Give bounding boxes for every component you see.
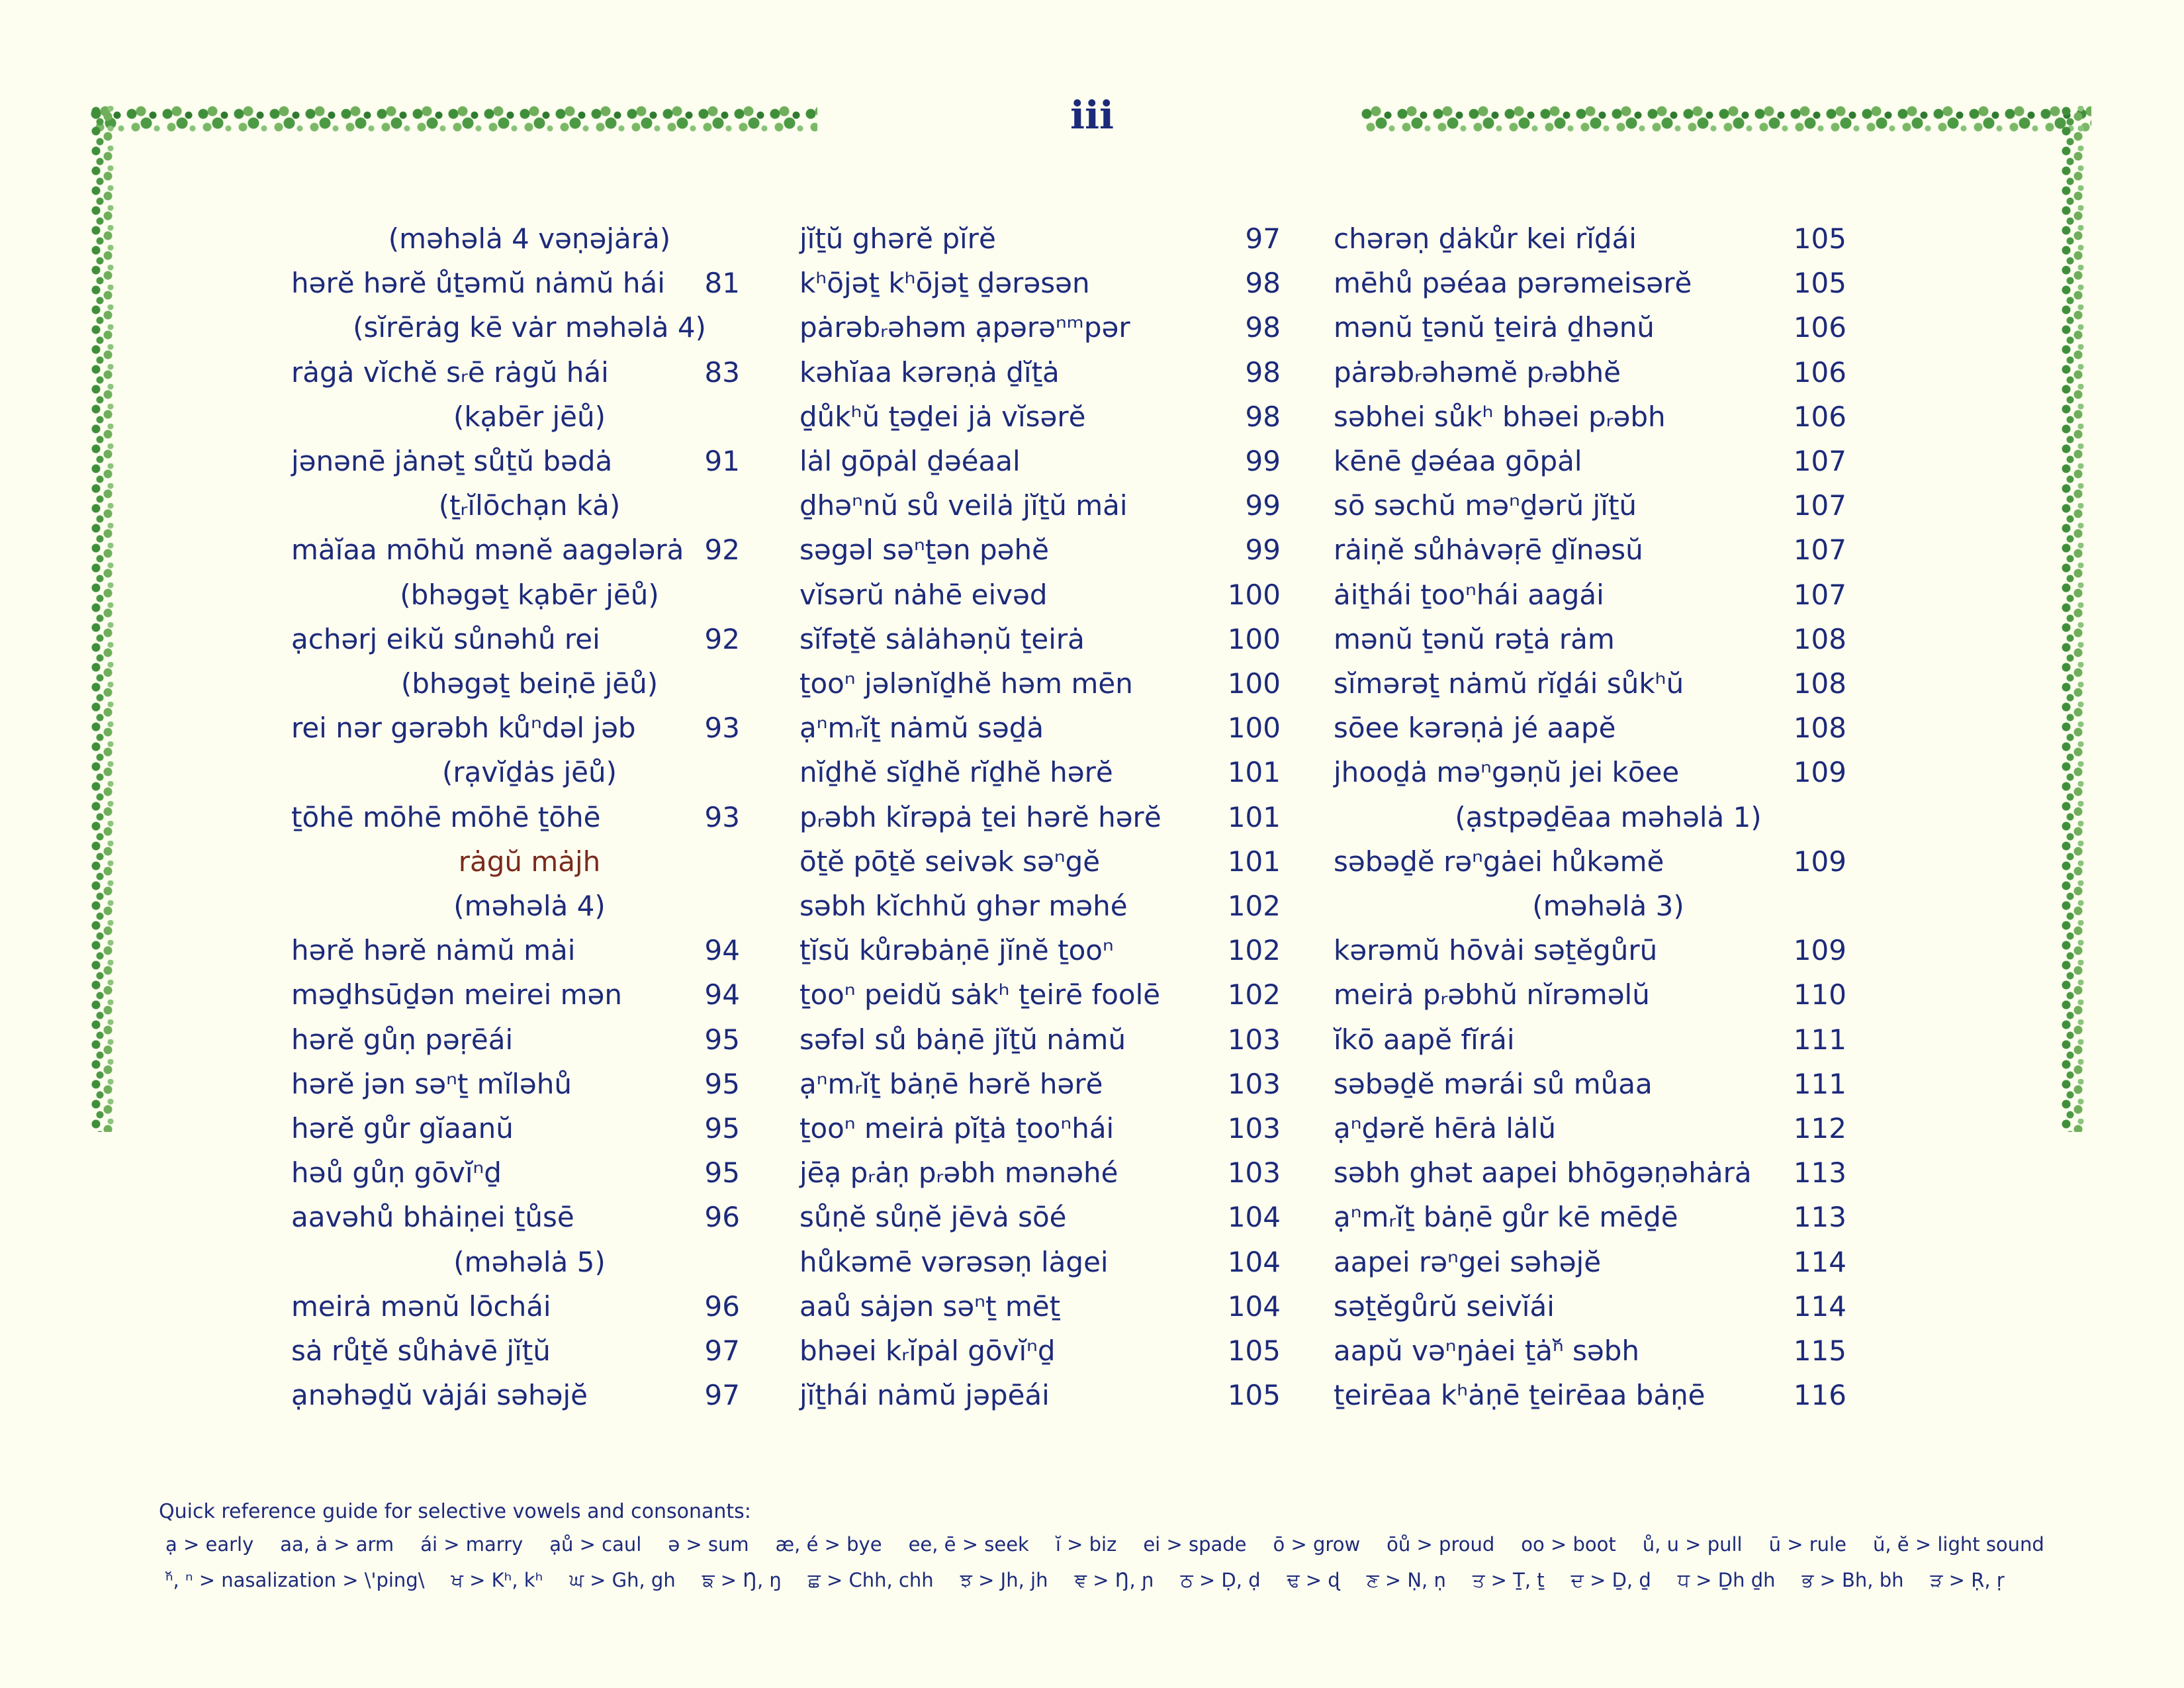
entry-page-number: 103	[1227, 1067, 1281, 1100]
guide-item: ái > marry	[420, 1533, 523, 1556]
guide-item: ạ > early	[165, 1533, 254, 1556]
entry-page-number: 96	[704, 1289, 740, 1323]
index-entry	[1334, 1196, 1846, 1239]
entry-title: jēạ pᵣȧṇ pᵣəbh mənəhé	[799, 1156, 1118, 1190]
entry-page-number: 113	[1793, 1156, 1846, 1190]
entry-title: ṯooⁿ peidŭ sȧkʰ ṯeirē foolē	[799, 978, 1161, 1011]
index-entry	[799, 484, 1281, 528]
section-heading: (sĭrērȧg kē vȧr məhəlȧ 4)	[353, 311, 706, 344]
entry-page-number: 100	[1227, 667, 1281, 700]
section-heading: (məhəlȧ 4 vəṇəjȧrȧ)	[388, 222, 671, 255]
index-entry	[1334, 395, 1846, 439]
index-entry	[799, 395, 1281, 439]
entry-title: ạⁿḏərĕ hērȧ lȧlŭ	[1334, 1112, 1556, 1145]
index-entry	[291, 973, 740, 1017]
entry-page-number: 107	[1793, 489, 1846, 522]
entry-title: ōṯĕ pōṯĕ seivək səⁿgĕ	[799, 845, 1101, 878]
entry-title: hərĕ hərĕ ůṯəmŭ nȧmŭ hái	[291, 267, 665, 300]
entry-page-number: 111	[1793, 1023, 1846, 1056]
index-entry	[1334, 528, 1846, 572]
entry-page-number: 102	[1227, 890, 1281, 922]
index-entry	[1334, 440, 1846, 483]
entry-page-number: 81	[704, 267, 740, 300]
entry-page-number: 106	[1793, 355, 1846, 389]
entry-title: ĭkō aapĕ fĭrái	[1334, 1023, 1515, 1056]
entry-title: mȧĭaa mōhŭ mənĕ aagələrȧ	[291, 534, 684, 567]
entry-page-number: 94	[704, 978, 740, 1011]
guide-item: ਠ > Ḍ, ḍ	[1180, 1569, 1261, 1591]
guide-item: ū > rule	[1768, 1533, 1846, 1556]
entry-title: sō səchŭ məⁿḏərŭ jĭṯŭ	[1334, 489, 1637, 522]
index-entry	[291, 1374, 740, 1417]
entry-page-number: 91	[704, 445, 740, 477]
section-heading: (kạbēr jēů)	[453, 400, 606, 433]
index-entry	[799, 1107, 1281, 1150]
entry-page-number: 101	[1227, 845, 1281, 878]
entry-title: hərĕ hərĕ nȧmŭ mȧi	[291, 934, 576, 967]
entry-page-number: 93	[704, 712, 740, 745]
guide-item: ਛ > Chh, chh	[807, 1569, 934, 1591]
entry-page-number: 97	[704, 1379, 740, 1412]
entry-title: jhooḏȧ məⁿgəṇŭ jei kōee	[1334, 756, 1680, 789]
entry-page-number: 108	[1793, 712, 1846, 745]
entry-page-number: 101	[1227, 756, 1281, 789]
index-entry	[1334, 1374, 1846, 1417]
index-entry	[1334, 261, 1846, 305]
entry-page-number: 98	[1245, 355, 1281, 389]
index-entry	[291, 706, 740, 750]
index-entry	[1334, 1107, 1846, 1150]
guide-item: ạů > caul	[549, 1533, 642, 1556]
index-entry	[1334, 1329, 1846, 1373]
entry-page-number: 99	[1245, 489, 1281, 522]
index-entry	[1334, 217, 1846, 261]
index-entry	[799, 528, 1281, 572]
entry-page-number: 104	[1227, 1201, 1281, 1234]
index-entry	[1334, 1285, 1846, 1329]
entry-page-number: 96	[704, 1201, 740, 1234]
index-entry	[799, 573, 1281, 617]
entry-title: bhəei kᵣĭpȧl gōvĭⁿḏ	[799, 1335, 1056, 1367]
entry-page-number: 110	[1793, 978, 1846, 1011]
index-entry	[291, 261, 740, 305]
entry-page-number: 107	[1793, 578, 1846, 611]
section-heading: (məhəlȧ 3)	[1532, 890, 1684, 922]
guide-item: ਣ > Ṇ, ṇ	[1366, 1569, 1446, 1591]
guide-item: ŭ, ĕ > light sound	[1872, 1533, 2044, 1556]
entry-page-number: 109	[1793, 934, 1846, 967]
index-entry	[799, 840, 1281, 884]
index-entry	[291, 1107, 740, 1150]
entry-title: hůkəmē vərəsəṇ lȧgei	[799, 1245, 1109, 1278]
entry-title: hərĕ gůr gĭaanŭ	[291, 1112, 514, 1145]
index-entry	[799, 1374, 1281, 1417]
entry-page-number: 92	[704, 534, 740, 567]
entry-page-number: 102	[1227, 978, 1281, 1011]
entry-title: sůṇĕ sůṇĕ jēvȧ sōé	[799, 1201, 1067, 1234]
index-entry	[1334, 573, 1846, 617]
entry-page-number: 108	[1793, 622, 1846, 655]
entry-page-number: 115	[1793, 1335, 1846, 1367]
entry-title: nĭḏhĕ sĭḏhĕ rĭḏhĕ hərĕ	[799, 756, 1113, 789]
index-entry	[799, 1196, 1281, 1239]
index-entry	[799, 973, 1281, 1017]
index-entry	[1334, 751, 1846, 794]
index-entry	[291, 1018, 740, 1062]
guide-item: oo > boot	[1521, 1533, 1616, 1556]
entry-title: həů gůṇ gōvĭⁿḏ	[291, 1156, 502, 1190]
guide-item: ee, ē > seek	[908, 1533, 1029, 1556]
entry-page-number: 92	[704, 622, 740, 655]
entry-page-number: 100	[1227, 622, 1281, 655]
entry-page-number: 94	[704, 934, 740, 967]
entry-title: chərəṇ ḏȧkůr kei rĭḏái	[1334, 222, 1637, 255]
entry-title: pᵣəbh kĭrəpȧ ṯei hərĕ hərĕ	[799, 800, 1161, 833]
index-entry	[799, 929, 1281, 972]
index-entry	[799, 261, 1281, 305]
border-vine-top-right	[1360, 105, 2091, 138]
guide-consonants-row	[165, 1569, 2031, 1592]
guide-vowels-row	[165, 1533, 2071, 1556]
index-entry	[291, 351, 740, 395]
entry-page-number: 102	[1227, 934, 1281, 967]
entry-page-number: 105	[1793, 267, 1846, 300]
guide-item: ō > grow	[1273, 1533, 1361, 1556]
entry-title: məḏhsūḏən meirei mən	[291, 978, 623, 1011]
entry-title: rȧiṇĕ sůhȧvəṛē ḏĭnəsŭ	[1334, 534, 1643, 567]
section-heading: (ṯᵣĭlōchạn kȧ)	[438, 489, 621, 522]
index-entry	[799, 351, 1281, 395]
index-entry	[291, 1151, 740, 1195]
index-entry	[799, 306, 1281, 350]
index-entry	[291, 929, 740, 972]
index-entry	[799, 662, 1281, 706]
entry-title: səbəḏĕ mərái sů můaa	[1334, 1067, 1653, 1100]
entry-page-number: 107	[1793, 534, 1846, 567]
entry-title: pȧrəbᵣəhəm ạpərəⁿᵐpər	[799, 311, 1130, 344]
index-entry	[799, 440, 1281, 483]
entry-page-number: 95	[704, 1156, 740, 1190]
entry-page-number: 100	[1227, 712, 1281, 745]
entry-page-number: 104	[1227, 1289, 1281, 1323]
entry-page-number: 116	[1793, 1379, 1846, 1412]
index-entry	[799, 217, 1281, 261]
index-entry	[799, 1018, 1281, 1062]
guide-item: ə > sum	[668, 1533, 749, 1556]
entry-title: ạⁿmᵣĭṯ bȧṇē gůr kē mēḏē	[1334, 1201, 1678, 1234]
index-entry	[1334, 1241, 1846, 1284]
entry-title: ȧiṯhái ṯooⁿhái aagái	[1334, 578, 1604, 611]
index-entry	[1334, 484, 1846, 528]
section-heading: (bhəgəṯ beiṇē jēů)	[400, 667, 659, 700]
guide-item: aa, ȧ > arm	[280, 1533, 394, 1556]
entry-title: səbəḏĕ rəⁿgȧei hůkəmĕ	[1334, 845, 1664, 878]
entry-title: səṯĕgůrŭ seivĭái	[1334, 1289, 1555, 1323]
entry-title: səbhei sůkʰ bhəei pᵣəbh	[1334, 400, 1666, 433]
guide-item: ਝ > Jh, jh	[960, 1569, 1048, 1591]
guide-item: ů, u > pull	[1642, 1533, 1743, 1556]
entry-title: mēhů pəéaa pərəmeisərĕ	[1334, 267, 1692, 300]
guide-item: ⁿ̆, ⁿ > nasalization > \'ping\	[165, 1569, 425, 1591]
entry-page-number: 105	[1793, 222, 1846, 255]
section-heading: (məhəlȧ 5)	[453, 1245, 606, 1278]
entry-title: pȧrəbᵣəhəmĕ pᵣəbhĕ	[1334, 355, 1621, 389]
entry-title: ạⁿmᵣĭṯ nȧmŭ səḏȧ	[799, 712, 1044, 745]
index-entry	[799, 618, 1281, 661]
section-heading: (bhəgəṯ kạbēr jēů)	[400, 578, 659, 611]
guide-item: ōů > proud	[1387, 1533, 1495, 1556]
entry-title: sĭfəṯĕ sȧlȧhəṇŭ ṯeirȧ	[799, 622, 1085, 655]
entry-page-number: 105	[1227, 1379, 1281, 1412]
index-entry	[1334, 1018, 1846, 1062]
index-entry	[799, 1285, 1281, 1329]
index-entry	[291, 528, 740, 572]
entry-title: səgəl səⁿṯən pəhĕ	[799, 534, 1049, 567]
index-entry	[1334, 1151, 1846, 1195]
entry-page-number: 99	[1245, 445, 1281, 477]
page-number: iii	[1069, 93, 1115, 138]
entry-title: jĭṯhái nȧmŭ jəpēái	[799, 1379, 1050, 1412]
entry-page-number: 97	[1245, 222, 1281, 255]
entry-title: ḏhəⁿnŭ sů veilȧ jĭṯŭ mȧi	[799, 489, 1128, 522]
entry-page-number: 112	[1793, 1112, 1846, 1145]
border-vine-left	[89, 106, 116, 1132]
entry-page-number: 103	[1227, 1112, 1281, 1145]
index-entry	[799, 884, 1281, 928]
index-entry	[291, 1196, 740, 1239]
entry-title: ṯōhē mōhē mōhē ṯōhē	[291, 800, 601, 833]
index-entry	[1334, 840, 1846, 884]
entry-title: ṯĭsŭ kůrəbȧṇē jĭnĕ ṯooⁿ	[799, 934, 1114, 967]
section-heading: (məhəlȧ 4)	[453, 890, 606, 922]
entry-title: kəhĭaa kərəṇȧ ḏĭṯȧ	[799, 355, 1060, 389]
entry-page-number: 101	[1227, 800, 1281, 833]
entry-title: səfəl sů bȧṇē jĭṯŭ nȧmŭ	[799, 1023, 1126, 1056]
index-entry	[1334, 618, 1846, 661]
section-heading: (ạstpəḏēaa məhəlȧ 1)	[1455, 800, 1762, 833]
entry-title: sĭmərəṯ nȧmŭ rĭḏái sůkʰŭ	[1334, 667, 1684, 700]
entry-title: sōee kərəṇȧ jé aapĕ	[1334, 712, 1616, 745]
entry-page-number: 99	[1245, 534, 1281, 567]
raga-heading: rȧgŭ mȧjh	[458, 845, 601, 878]
index-entry	[291, 1062, 740, 1106]
entry-title: jənənē jȧnəṯ sůṯŭ bədȧ	[291, 445, 613, 477]
index-entry	[291, 618, 740, 661]
entry-title: mənŭ ṯənŭ ṯeirȧ ḏhənŭ	[1334, 311, 1655, 344]
index-entry	[291, 796, 740, 839]
guide-item: ei > spade	[1143, 1533, 1247, 1556]
guide-item: ĭ > biz	[1055, 1533, 1117, 1556]
index-entry	[1334, 973, 1846, 1017]
entry-page-number: 98	[1245, 311, 1281, 344]
entry-title: kʰōjəṯ kʰōjəṯ ḏərəsən	[799, 267, 1090, 300]
entry-page-number: 114	[1793, 1245, 1846, 1278]
entry-title: ṯooⁿ meirȧ pĭṯȧ ṯooⁿhái	[799, 1112, 1115, 1145]
index-entry	[799, 706, 1281, 750]
guide-item: ਭ > Bh, bh	[1801, 1569, 1904, 1591]
index-entry	[1334, 929, 1846, 972]
entry-page-number: 108	[1793, 667, 1846, 700]
guide-item: ਧ > Ḏh ḏh	[1677, 1569, 1776, 1591]
entry-page-number: 95	[704, 1023, 740, 1056]
index-entry	[1334, 1062, 1846, 1106]
guide-title: Quick reference guide for selective vowels and consonants:	[159, 1500, 751, 1523]
entry-page-number: 95	[704, 1067, 740, 1100]
entry-title: jĭṯŭ ghərĕ pĭrĕ	[799, 222, 996, 255]
index-entry	[799, 751, 1281, 794]
entry-title: lȧl gōpȧl ḏəéaal	[799, 445, 1021, 477]
entry-title: ṯooⁿ jələnĭḏhĕ həm mēn	[799, 667, 1133, 700]
entry-title: səbh kĭchhŭ ghər məhé	[799, 890, 1128, 922]
index-entry	[291, 1285, 740, 1329]
guide-item: ਤ > Ṯ, ṯ	[1472, 1569, 1545, 1591]
entry-title: hərĕ jən səⁿṯ mĭləhů	[291, 1067, 572, 1100]
entry-title: ṯeirēaa kʰȧṇē ṯeirēaa bȧṇē	[1334, 1379, 1706, 1412]
border-vine-right	[2060, 106, 2086, 1132]
entry-title: aavəhů bhȧiṇei ṯůsē	[291, 1201, 574, 1234]
entry-page-number: 109	[1793, 845, 1846, 878]
entry-page-number: 95	[704, 1112, 740, 1145]
entry-title: ạchərj eikŭ sůnəhů rei	[291, 622, 600, 655]
guide-item: ਙ > Ŋ, ŋ	[702, 1569, 782, 1591]
entry-page-number: 107	[1793, 445, 1846, 477]
index-entry	[1334, 706, 1846, 750]
entry-page-number: 114	[1793, 1289, 1846, 1323]
guide-item: ਞ > Ŋ, ɲ	[1074, 1569, 1154, 1591]
entry-title: kēnē ḏəéaa gōpȧl	[1334, 445, 1582, 477]
entry-page-number: 93	[704, 800, 740, 833]
index-entry	[1334, 306, 1846, 350]
border-vine-top-left	[89, 105, 817, 138]
index-entry	[1334, 662, 1846, 706]
guide-item: ਦ > Ḏ, ḏ	[1570, 1569, 1651, 1591]
entry-title: vĭsərŭ nȧhē eivəd	[799, 578, 1048, 611]
entry-page-number: 106	[1793, 400, 1846, 433]
entry-page-number: 106	[1793, 311, 1846, 344]
entry-title: aapŭ vəⁿŋȧei ṯȧⁿ̆ səbh	[1334, 1335, 1640, 1367]
entry-title: hərĕ gůṇ pəṛēái	[291, 1023, 514, 1056]
entry-title: mənŭ ṯənŭ rəṯȧ rȧm	[1334, 622, 1615, 655]
entry-title: meirȧ mənŭ lōchái	[291, 1289, 551, 1323]
index-entry	[1334, 351, 1846, 395]
entry-title: meirȧ pᵣəbhŭ nĭrəməlŭ	[1334, 978, 1650, 1011]
index-entry	[291, 1329, 740, 1373]
entry-title: ḏůkʰŭ ṯəḏei jȧ vĭsərĕ	[799, 400, 1086, 433]
index-entry	[799, 1241, 1281, 1284]
entry-page-number: 103	[1227, 1156, 1281, 1190]
entry-page-number: 98	[1245, 400, 1281, 433]
entry-page-number: 97	[704, 1335, 740, 1367]
index-entry	[799, 1062, 1281, 1106]
entry-page-number: 113	[1793, 1201, 1846, 1234]
entry-title: kərəmŭ hōvȧi səṯĕgůrū	[1334, 934, 1658, 967]
entry-title: rȧgȧ vĭchĕ sᵣē rȧgŭ hái	[291, 355, 609, 389]
entry-page-number: 98	[1245, 267, 1281, 300]
index-entry	[799, 1151, 1281, 1195]
entry-page-number: 83	[704, 355, 740, 389]
entry-page-number: 111	[1793, 1067, 1846, 1100]
guide-item: ਘ > Gh, gh	[569, 1569, 676, 1591]
guide-item: ਖ > Kʰ, kʰ	[451, 1569, 543, 1591]
entry-title: ạnəhəḏŭ vȧjái səhəjĕ	[291, 1379, 588, 1412]
entry-title: aapei rəⁿgei səhəjĕ	[1334, 1245, 1602, 1278]
entry-page-number: 103	[1227, 1023, 1281, 1056]
entry-title: rei nər gərəbh kůⁿdəl jəb	[291, 712, 636, 745]
section-heading: (rạvĭḏȧs jēů)	[441, 756, 617, 789]
entry-title: aaů sȧjən səⁿṯ mēṯ	[799, 1289, 1061, 1323]
guide-item: æ, é > bye	[775, 1533, 882, 1556]
entry-page-number: 109	[1793, 756, 1846, 789]
entry-title: sȧ růṯĕ sůhȧvē jĭṯŭ	[291, 1335, 551, 1367]
index-entry	[291, 440, 740, 483]
entry-page-number: 105	[1227, 1335, 1281, 1367]
index-entry	[799, 796, 1281, 839]
guide-item: ਢ > ɖ	[1287, 1569, 1340, 1591]
guide-item: ੜ > Ṛ, ṛ	[1930, 1569, 2005, 1591]
entry-title: ạⁿmᵣĭṯ bȧṇē hərĕ hərĕ	[799, 1067, 1103, 1100]
entry-title: səbh ghət aapei bhōgəṇəhȧrȧ	[1334, 1156, 1752, 1190]
index-entry	[799, 1329, 1281, 1373]
entry-page-number: 104	[1227, 1245, 1281, 1278]
entry-page-number: 100	[1227, 578, 1281, 611]
